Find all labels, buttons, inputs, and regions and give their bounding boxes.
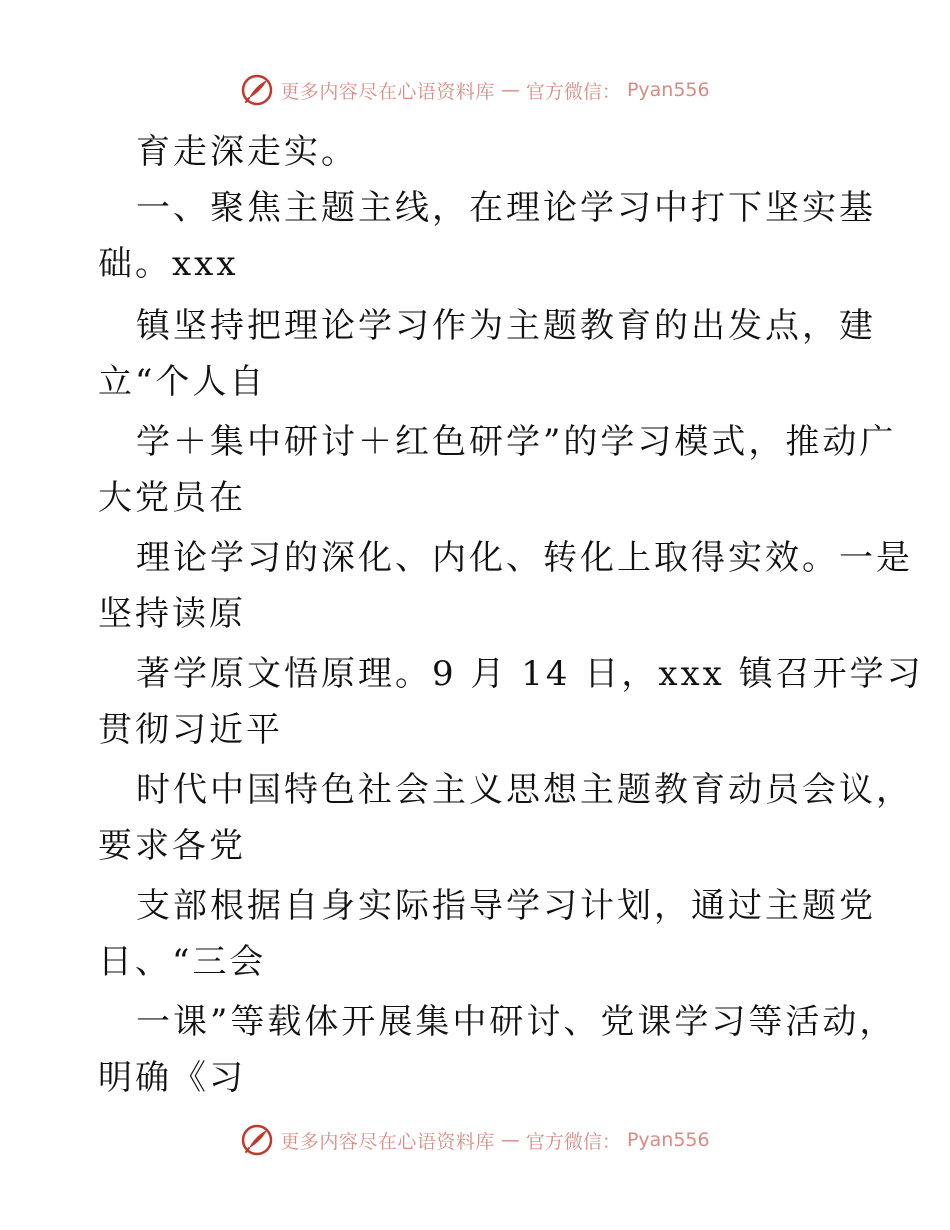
text-line: 支部根据自身实际指导学习计划，通过主题党 <box>136 886 876 926</box>
watermark-wechat-id: Pyan556 <box>626 79 710 101</box>
watermark-wechat-label: 官方微信： <box>525 80 621 103</box>
text-line: 育走深走实。 <box>136 132 358 172</box>
text-line: 明确《习 <box>98 1058 246 1098</box>
footer-watermark <box>0 1120 950 1160</box>
watermark-wechat-id: Pyan556 <box>626 1129 710 1151</box>
red-feather-pen-logo-icon <box>240 73 274 107</box>
text-line: 镇坚持把理论学习作为主题教育的出发点，建 <box>136 306 876 346</box>
text-line: 一课”等载体开展集中研讨、党课学习等活动， <box>136 1002 897 1042</box>
watermark-site-text: 更多内容尽在心语资料库 <box>280 80 495 103</box>
text-line: 日、“三会 <box>98 942 267 982</box>
text-line: 一、聚焦主题主线，在理论学习中打下坚实基 <box>136 188 876 228</box>
header-watermark <box>0 70 950 110</box>
watermark-dash: — <box>500 79 520 101</box>
text-line: 要求各党 <box>98 826 246 866</box>
text-line: 础。xxx <box>98 244 239 284</box>
text-line: 大党员在 <box>98 478 246 518</box>
watermark-wechat-label: 官方微信： <box>525 1130 621 1153</box>
watermark-site-text: 更多内容尽在心语资料库 <box>280 1130 495 1153</box>
text-line: 著学原文悟原理。9 月 14 日，xxx 镇召开学习 <box>136 654 924 694</box>
text-line: 坚持读原 <box>98 594 246 634</box>
text-line: 学＋集中研讨＋红色研学”的学习模式，推动广 <box>136 422 897 462</box>
text-line: 理论学习的深化、内化、转化上取得实效。一是 <box>136 538 913 578</box>
watermark-dash: — <box>500 1129 520 1151</box>
red-feather-pen-logo-icon <box>240 1123 274 1157</box>
text-line: 时代中国特色社会主义思想主题教育动员会议， <box>136 770 913 810</box>
text-line: 贯彻习近平 <box>98 710 283 750</box>
text-line: 立“个人自 <box>98 362 267 402</box>
